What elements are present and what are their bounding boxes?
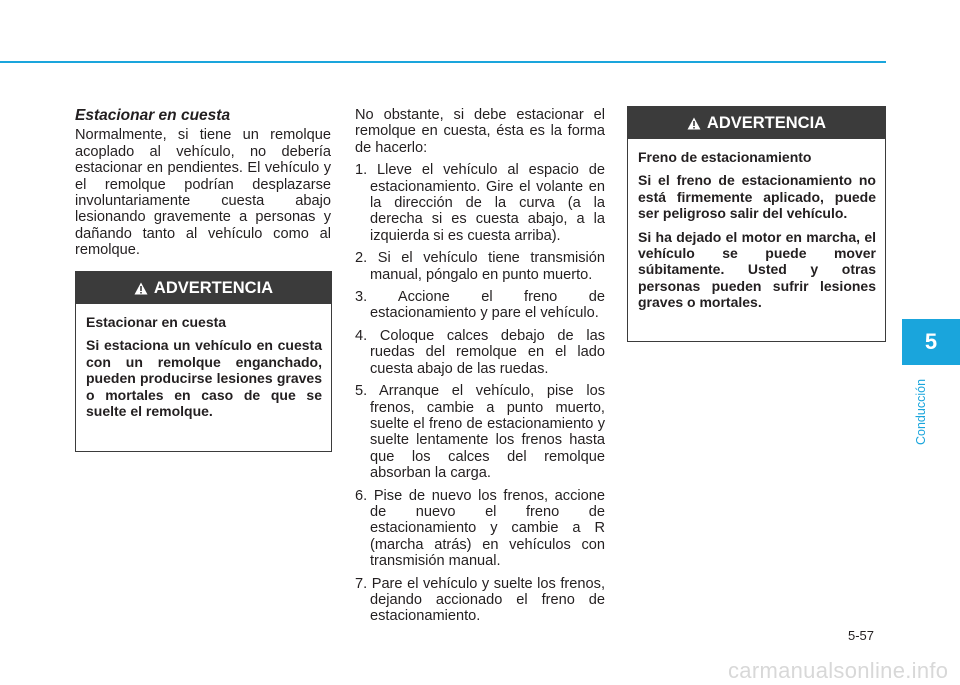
intro-paragraph: Normalmente, si tiene un remolque acoplado al vehículo, no debería estacionar en pendientes. El vehículo y el remolque podrían desplazarse involuntariamente cuesta abajo lesionando gravemente a personas y dañando tanto al vehículo como al remolque. [75,127,331,259]
step-6: 6. Pise de nuevo los frenos, accione de nuevo el freno de estacionamiento y cambie a R (marcha atrás) en vehículos con transmisión manual. [355,487,605,570]
warning-header [76,272,331,304]
procedure-steps [355,162,605,625]
procedure-intro: No obstante, si debe estacionar el remolque en cuesta, ésta es la forma de hacerlo: [355,107,605,156]
warning-text-2: Si ha dejado el motor en marcha, el vehículo se puede mover súbitamente. Usted y otras personas pueden sufrir lesiones graves o mortales. [638,228,876,311]
warning-header-label: ADVERTENCIA [153,278,274,297]
step-7: 7. Pare el vehículo y suelte los frenos, dejando accionado el freno de estacionamiento. [355,575,605,625]
top-rule [0,61,886,63]
warning-box-slope [75,271,332,452]
step-4: 4. Coloque calces debajo de las ruedas del remolque en el lado cuesta abajo de las ruedas. [355,327,605,377]
middle-column [355,107,605,631]
warning-box-parking-brake [627,106,886,342]
page-number: 5-57 [848,628,875,643]
warning-title: Freno de estacionamiento [638,149,812,165]
step-3: 3. Accione el freno de estacionamiento y pare el vehículo. [355,289,605,322]
warning-triangle-icon [687,117,701,130]
warning-header-label: ADVERTENCIA [706,113,827,132]
chapter-name: Conducción [914,379,928,446]
watermark: carmanualsonline.info [728,658,949,683]
step-1: 1. Lleve el vehículo al espacio de estacionamiento. Gire el volante en la dirección de la curva (a la derecha si es cuesta abajo, a la izquierda si es cuesta arriba). [355,162,605,244]
warning-text-1: Si el freno de estacionamiento no está firmemente aplicado, puede ser peligroso salir del vehículo. [638,172,876,222]
section-title: Estacionar en cuesta [75,107,231,124]
step-5: 5. Arranque el vehículo, pise los frenos, cambie a punto muerto, suelte el freno de estacionamiento y suelte lentamente los frenos hasta que los calces del remolque absorban la carga. [355,383,605,482]
warning-title: Estacionar en cuesta [86,314,227,330]
warning-triangle-icon [134,282,148,295]
step-2: 2. Si el vehículo tiene transmisión manual, póngalo en punto muerto. [355,250,605,283]
left-column [75,108,331,259]
warning-text: Si estaciona un vehículo en cuesta con un remolque enganchado, pueden producirse lesiones graves o mortales en caso de que se suelte el remolque. [86,337,322,420]
chapter-tab: 5 [902,319,960,365]
warning-header [628,107,885,139]
